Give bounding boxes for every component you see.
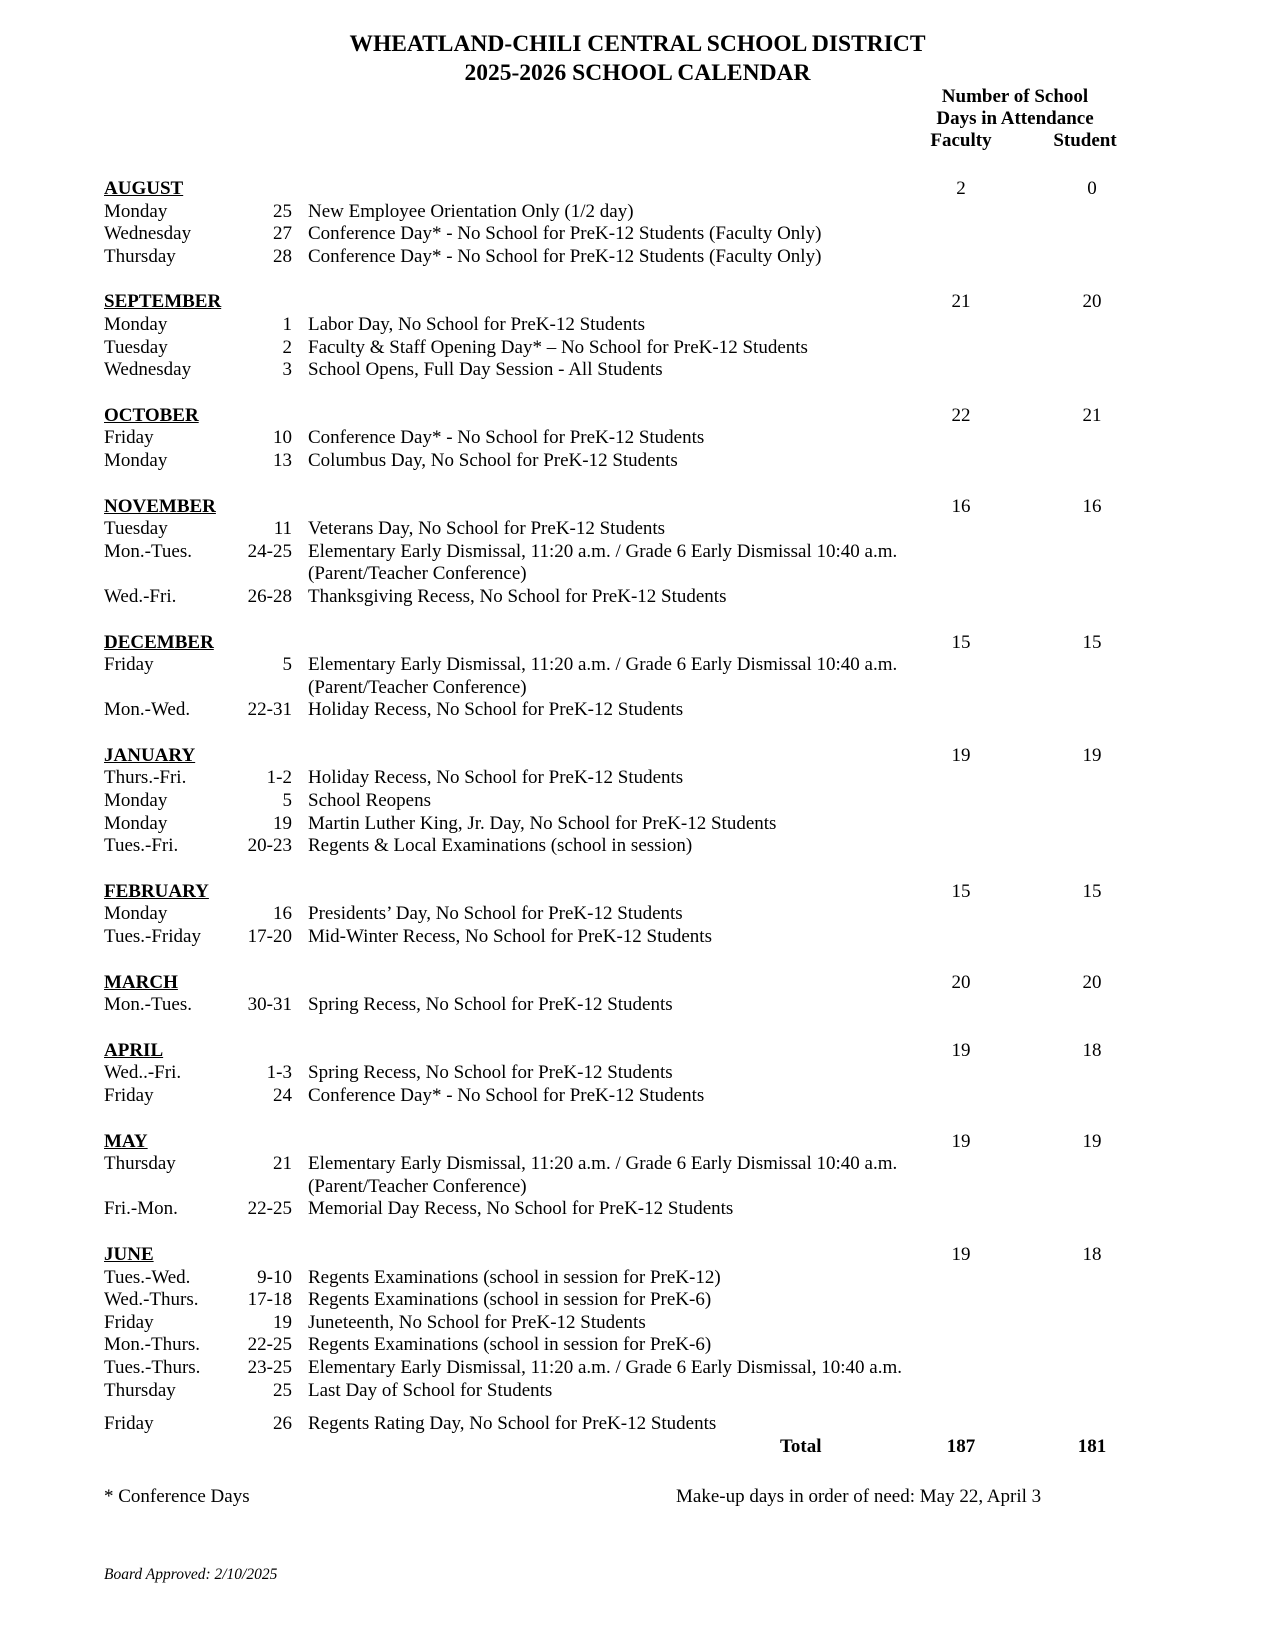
event-row bbox=[104, 337, 1164, 360]
event-description: Last Day of School for Students bbox=[308, 1379, 553, 1401]
event-description: School Opens, Full Day Session - All Students bbox=[308, 359, 663, 381]
board-approved-note: Board Approved: 2/10/2025 bbox=[104, 1566, 278, 1583]
event-row bbox=[104, 654, 1164, 677]
student-days: 18 bbox=[1082, 1039, 1102, 1061]
event-day: Monday bbox=[104, 200, 168, 222]
event-row bbox=[104, 359, 1164, 382]
event-description: Elementary Early Dismissal, 11:20 a.m. / Grade 6 Early Dismissal 10:40 a.m. bbox=[308, 654, 898, 676]
event-row bbox=[104, 903, 1164, 926]
event-description: Conference Day* - No School for PreK-12 Students (Faculty Only) bbox=[308, 245, 822, 267]
month-name: DECEMBER bbox=[104, 631, 214, 653]
event-date: 10 bbox=[273, 427, 292, 449]
faculty-days: 19 bbox=[951, 1130, 971, 1152]
month-section bbox=[104, 1244, 1164, 1436]
month-header-row bbox=[104, 1244, 1164, 1267]
month-header-row bbox=[104, 405, 1164, 428]
month-section bbox=[104, 496, 1164, 609]
faculty-days: 15 bbox=[951, 631, 971, 653]
event-description: Conference Day* - No School for PreK-12 Students bbox=[308, 427, 705, 449]
event-date: 19 bbox=[273, 812, 292, 834]
event-day: Thurs.-Fri. bbox=[104, 767, 187, 789]
event-day: Wednesday bbox=[104, 223, 192, 245]
event-row bbox=[104, 314, 1164, 337]
month-list bbox=[104, 178, 1164, 1459]
student-days: 0 bbox=[1087, 178, 1097, 199]
event-description: New Employee Orientation Only (1/2 day) bbox=[308, 200, 634, 222]
month-name: MARCH bbox=[104, 971, 178, 993]
event-row bbox=[104, 1267, 1164, 1290]
event-day: Monday bbox=[104, 812, 168, 834]
total-faculty-days: 187 bbox=[946, 1436, 976, 1457]
event-description: Memorial Day Recess, No School for PreK-12 Students bbox=[308, 1198, 734, 1220]
event-row bbox=[104, 1334, 1164, 1357]
event-day: Monday bbox=[104, 790, 168, 812]
event-description: Spring Recess, No School for PreK-12 Students bbox=[308, 1062, 673, 1084]
month-name: MAY bbox=[104, 1130, 148, 1152]
event-date: 22-25 bbox=[247, 1334, 292, 1356]
event-row bbox=[104, 427, 1164, 450]
event-date: 2 bbox=[282, 336, 292, 358]
event-row bbox=[104, 1085, 1164, 1108]
faculty-days: 21 bbox=[951, 291, 971, 313]
faculty-days: 19 bbox=[951, 1243, 971, 1265]
student-days: 18 bbox=[1082, 1243, 1102, 1265]
event-day: Monday bbox=[104, 449, 168, 471]
event-row-continuation bbox=[104, 677, 1164, 700]
event-description: Regents Rating Day, No School for PreK-12 Students bbox=[308, 1413, 717, 1435]
faculty-days: 19 bbox=[951, 1039, 971, 1061]
event-description: Regents Examinations (school in session for PreK-6) bbox=[308, 1334, 712, 1356]
event-description: Regents Examinations (school in session for PreK-6) bbox=[308, 1289, 712, 1311]
month-section bbox=[104, 178, 1164, 268]
month-name: OCTOBER bbox=[104, 404, 199, 426]
student-column-header: Student bbox=[1053, 130, 1117, 151]
event-row bbox=[104, 1289, 1164, 1312]
month-name: SEPTEMBER bbox=[104, 291, 222, 313]
event-day: Mon.-Tues. bbox=[104, 994, 192, 1016]
event-description: Conference Day* - No School for PreK-12 Students (Faculty Only) bbox=[308, 223, 822, 245]
event-day: Mon.-Tues. bbox=[104, 540, 192, 562]
event-date: 13 bbox=[273, 449, 292, 471]
event-row bbox=[104, 586, 1164, 609]
faculty-column-header: Faculty bbox=[930, 130, 992, 151]
month-section bbox=[104, 881, 1164, 949]
total-label: Total bbox=[780, 1436, 822, 1457]
event-day: Wednesday bbox=[104, 359, 192, 381]
student-days: 19 bbox=[1082, 1130, 1102, 1152]
event-description: Holiday Recess, No School for PreK-12 Students bbox=[308, 767, 684, 789]
month-header-row bbox=[104, 972, 1164, 995]
event-description: Regents Examinations (school in session for PreK-12) bbox=[308, 1266, 721, 1288]
month-header-row bbox=[104, 1131, 1164, 1154]
event-day: Fri.-Mon. bbox=[104, 1198, 178, 1220]
event-row bbox=[104, 835, 1164, 858]
event-day: Mon.-Wed. bbox=[104, 699, 191, 721]
event-row bbox=[104, 926, 1164, 949]
event-date: 25 bbox=[273, 1379, 292, 1401]
event-day: Friday bbox=[104, 1311, 154, 1333]
event-date: 28 bbox=[273, 245, 292, 267]
event-row bbox=[104, 1380, 1164, 1403]
event-date: 20-23 bbox=[247, 835, 292, 857]
month-section bbox=[104, 745, 1164, 858]
month-header-row bbox=[104, 632, 1164, 655]
event-day: Wed.-Thurs. bbox=[104, 1289, 199, 1311]
event-day: Tuesday bbox=[104, 336, 168, 358]
faculty-days: 2 bbox=[956, 178, 966, 199]
student-days: 19 bbox=[1082, 744, 1102, 766]
event-row bbox=[104, 1198, 1164, 1221]
event-description: Labor Day, No School for PreK-12 Students bbox=[308, 313, 646, 335]
event-description: Elementary Early Dismissal, 11:20 a.m. / Grade 6 Early Dismissal 10:40 a.m. bbox=[308, 540, 898, 562]
event-description: Martin Luther King, Jr. Day, No School for PreK-12 Students bbox=[308, 812, 777, 834]
event-day: Wed.-Fri. bbox=[104, 585, 177, 607]
event-description: School Reopens bbox=[308, 790, 431, 812]
event-day: Wed..-Fri. bbox=[104, 1062, 182, 1084]
faculty-days: 20 bbox=[951, 971, 971, 993]
days-label-line2: Days in Attendance bbox=[936, 108, 1094, 129]
student-days: 20 bbox=[1082, 291, 1102, 313]
event-date: 17-18 bbox=[247, 1289, 292, 1311]
event-day: Tues.-Thurs. bbox=[104, 1356, 201, 1378]
event-date: 16 bbox=[273, 903, 292, 925]
event-day: Friday bbox=[104, 1085, 154, 1106]
event-description: Elementary Early Dismissal, 11:20 a.m. / Grade 6 Early Dismissal 10:40 a.m. bbox=[308, 1153, 898, 1175]
event-date: 26-28 bbox=[247, 585, 292, 607]
event-row bbox=[104, 201, 1164, 224]
faculty-days: 19 bbox=[951, 744, 971, 766]
total-row bbox=[104, 1436, 1164, 1459]
event-date: 26 bbox=[273, 1413, 292, 1435]
faculty-days: 15 bbox=[951, 880, 971, 902]
event-date: 22-25 bbox=[247, 1198, 292, 1220]
event-date: 24-25 bbox=[247, 540, 292, 562]
event-day: Tuesday bbox=[104, 518, 168, 540]
month-header-row bbox=[104, 291, 1164, 314]
month-header-row bbox=[104, 881, 1164, 904]
event-date: 1 bbox=[282, 313, 292, 335]
event-row bbox=[104, 767, 1164, 790]
event-day: Monday bbox=[104, 903, 168, 925]
month-section bbox=[104, 405, 1164, 473]
month-name: FEBRUARY bbox=[104, 880, 209, 902]
event-date: 5 bbox=[282, 790, 292, 812]
event-description: Columbus Day, No School for PreK-12 Students bbox=[308, 449, 678, 471]
event-date: 24 bbox=[273, 1085, 292, 1106]
month-name: APRIL bbox=[104, 1039, 164, 1061]
event-description: Holiday Recess, No School for PreK-12 Students bbox=[308, 699, 684, 721]
days-label-line1: Number of School bbox=[941, 86, 1089, 107]
event-description: Conference Day* - No School for PreK-12 Students bbox=[308, 1085, 705, 1106]
event-description-continued: (Parent/Teacher Conference) bbox=[308, 563, 527, 585]
event-day: Mon.-Thurs. bbox=[104, 1334, 201, 1356]
event-date: 1-3 bbox=[266, 1062, 292, 1084]
month-name: JUNE bbox=[104, 1243, 154, 1265]
event-description: Thanksgiving Recess, No School for PreK-12 Students bbox=[308, 585, 727, 607]
event-date: 11 bbox=[273, 518, 292, 540]
event-description: Mid-Winter Recess, No School for PreK-12 Students bbox=[308, 926, 712, 948]
student-days: 20 bbox=[1082, 971, 1102, 993]
student-days: 15 bbox=[1082, 631, 1102, 653]
event-day: Thursday bbox=[104, 1379, 176, 1401]
event-row bbox=[104, 246, 1164, 269]
district-title: WHEATLAND-CHILI CENTRAL SCHOOL DISTRICT bbox=[349, 31, 926, 57]
event-description: Juneteenth, No School for PreK-12 Students bbox=[308, 1311, 646, 1333]
event-day: Thursday bbox=[104, 245, 176, 267]
month-section bbox=[104, 291, 1164, 381]
event-date: 5 bbox=[282, 654, 292, 676]
event-row bbox=[104, 1413, 1164, 1436]
event-day: Monday bbox=[104, 313, 168, 335]
event-row bbox=[104, 790, 1164, 813]
event-description: Regents & Local Examinations (school in session) bbox=[308, 835, 693, 857]
makeup-days-note: Make-up days in order of need: May 22, April 3 bbox=[676, 1486, 1042, 1507]
event-date: 30-31 bbox=[247, 994, 292, 1016]
event-date: 3 bbox=[282, 359, 292, 381]
faculty-days: 16 bbox=[951, 495, 971, 517]
calendar-title: 2025-2026 SCHOOL CALENDAR bbox=[464, 60, 811, 86]
event-date: 25 bbox=[273, 200, 292, 222]
event-date: 23-25 bbox=[247, 1356, 292, 1378]
event-description: Faculty & Staff Opening Day* – No School for PreK-12 Students bbox=[308, 336, 808, 358]
event-date: 17-20 bbox=[247, 926, 292, 948]
event-row-continuation bbox=[104, 563, 1164, 586]
event-day: Tues.-Wed. bbox=[104, 1266, 191, 1288]
event-date: 21 bbox=[273, 1153, 292, 1175]
month-header-row bbox=[104, 745, 1164, 768]
event-date: 19 bbox=[273, 1311, 292, 1333]
month-section bbox=[104, 972, 1164, 1017]
event-description: Presidents’ Day, No School for PreK-12 Students bbox=[308, 903, 683, 925]
student-days: 15 bbox=[1082, 880, 1102, 902]
month-header-row bbox=[104, 178, 1164, 201]
faculty-days: 22 bbox=[951, 404, 971, 426]
event-description: Elementary Early Dismissal, 11:20 a.m. / Grade 6 Early Dismissal, 10:40 a.m. bbox=[308, 1356, 902, 1378]
event-date: 27 bbox=[273, 223, 292, 245]
student-days: 16 bbox=[1082, 495, 1102, 517]
event-description: Spring Recess, No School for PreK-12 Students bbox=[308, 994, 673, 1016]
event-row bbox=[104, 223, 1164, 246]
event-day: Tues.-Fri. bbox=[104, 835, 179, 857]
event-day: Friday bbox=[104, 427, 154, 449]
event-row-continuation bbox=[104, 1176, 1164, 1199]
month-section bbox=[104, 1131, 1164, 1221]
event-day: Tues.-Friday bbox=[104, 926, 201, 948]
event-row bbox=[104, 541, 1164, 564]
event-row bbox=[104, 813, 1164, 836]
event-description: Veterans Day, No School for PreK-12 Students bbox=[308, 518, 666, 540]
event-day: Thursday bbox=[104, 1153, 176, 1175]
month-section bbox=[104, 1040, 1164, 1108]
month-name: NOVEMBER bbox=[104, 495, 216, 517]
event-description-continued: (Parent/Teacher Conference) bbox=[308, 676, 527, 698]
event-date: 1-2 bbox=[266, 767, 292, 789]
month-section bbox=[104, 632, 1164, 722]
month-header-row bbox=[104, 1040, 1164, 1063]
month-name: JANUARY bbox=[104, 744, 196, 766]
event-row bbox=[104, 1312, 1164, 1335]
event-row bbox=[104, 1062, 1164, 1085]
event-row bbox=[104, 450, 1164, 473]
event-row bbox=[104, 518, 1164, 541]
event-day: Friday bbox=[104, 654, 154, 676]
event-row bbox=[104, 1153, 1164, 1176]
month-name: AUGUST bbox=[104, 178, 184, 199]
total-student-days: 181 bbox=[1077, 1436, 1107, 1457]
event-date: 9-10 bbox=[257, 1266, 292, 1288]
event-row bbox=[104, 1357, 1164, 1380]
event-row bbox=[104, 699, 1164, 722]
event-description-continued: (Parent/Teacher Conference) bbox=[308, 1175, 527, 1197]
event-day: Friday bbox=[104, 1413, 154, 1435]
conference-days-note: * Conference Days bbox=[104, 1486, 250, 1507]
month-header-row bbox=[104, 496, 1164, 519]
event-row bbox=[104, 994, 1164, 1017]
student-days: 21 bbox=[1082, 404, 1102, 426]
event-date: 22-31 bbox=[247, 699, 292, 721]
